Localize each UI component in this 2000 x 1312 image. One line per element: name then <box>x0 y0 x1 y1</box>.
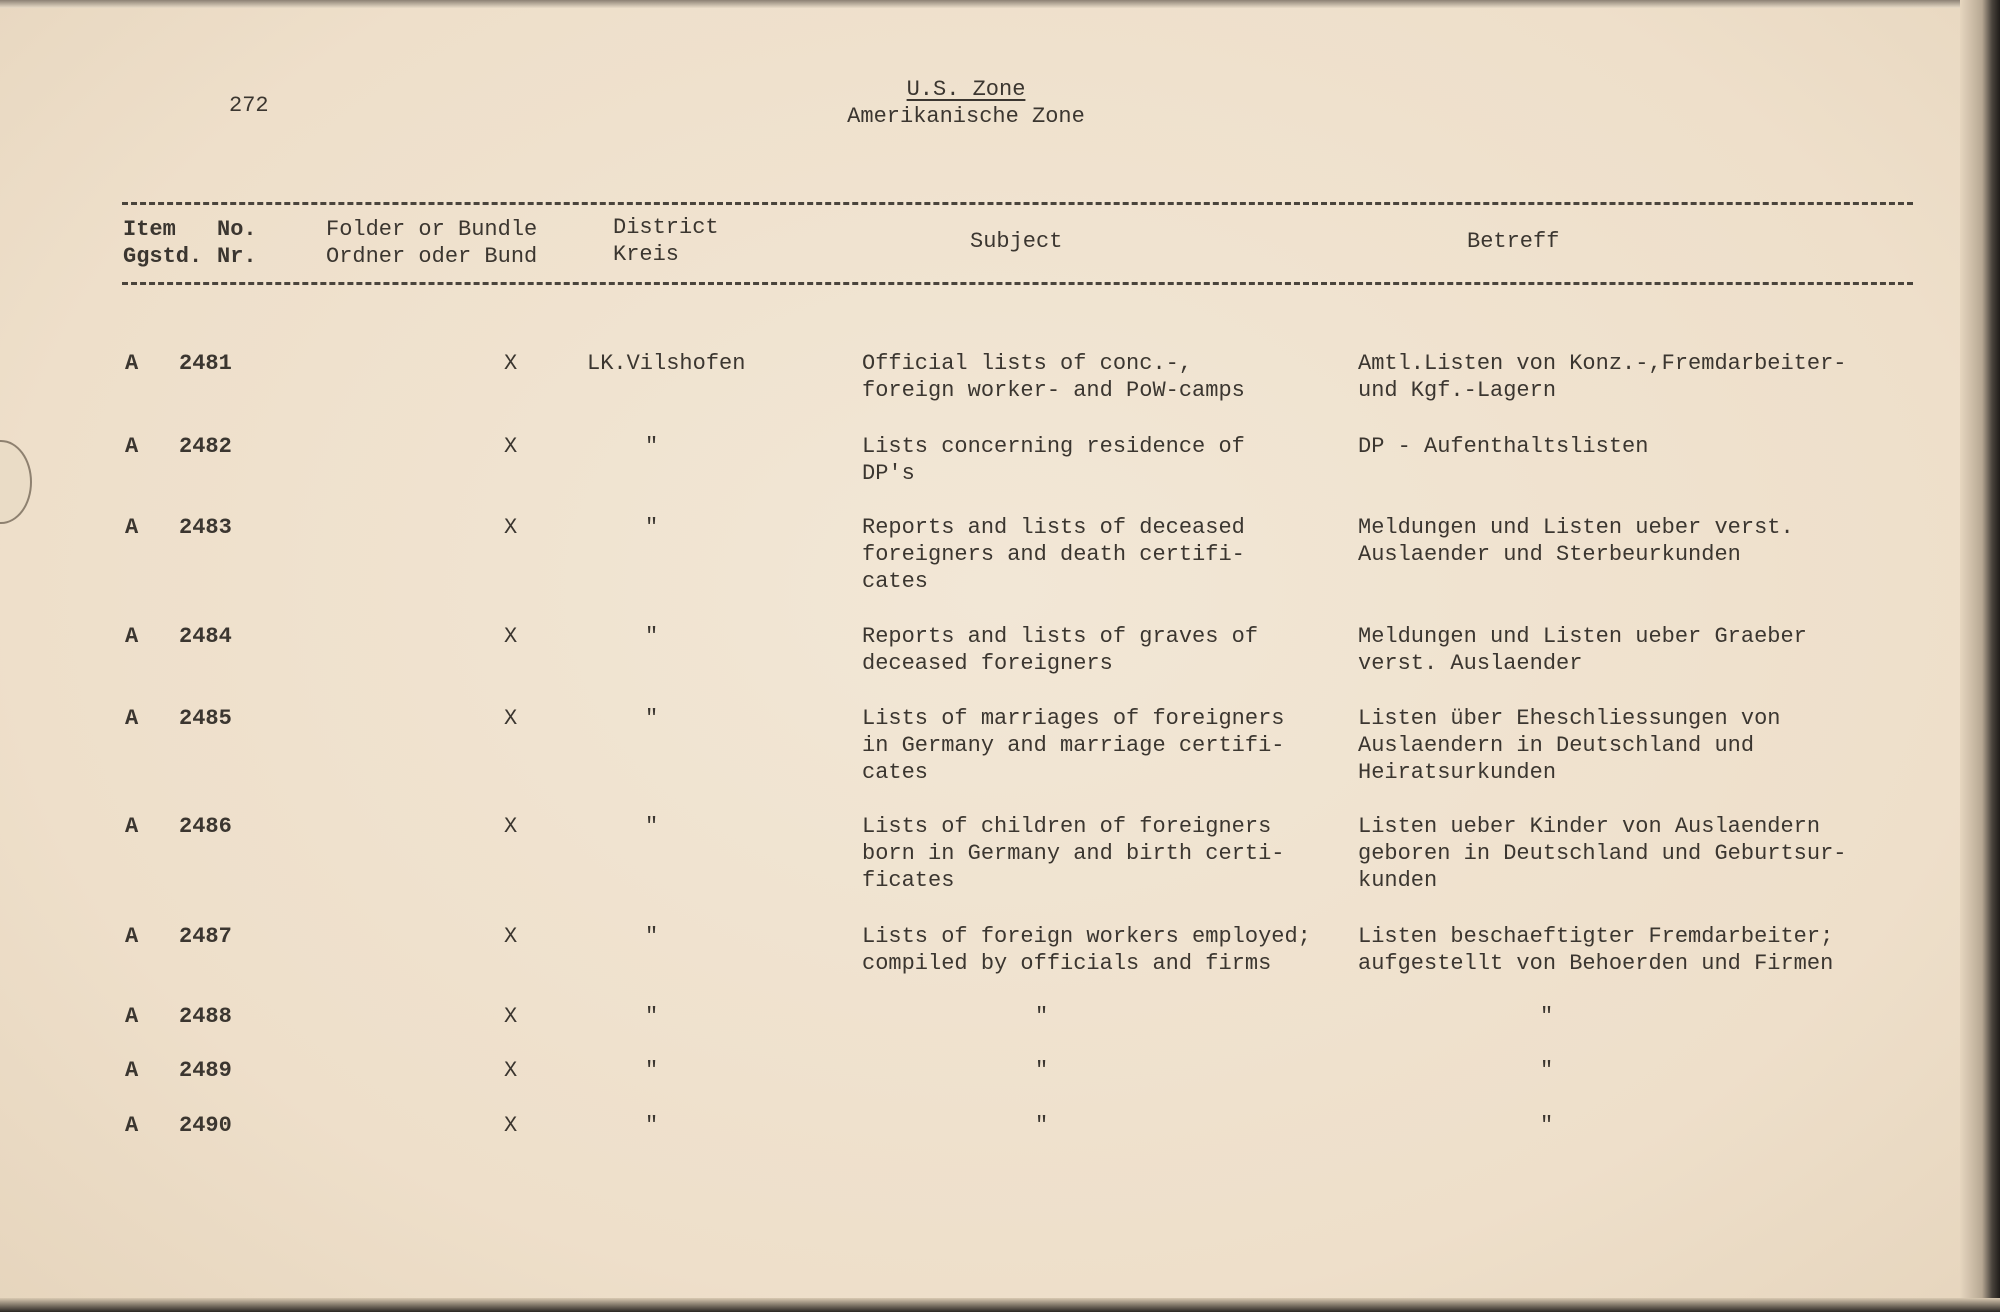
row-number: 2482 <box>179 434 232 459</box>
row-folder-mark: X <box>504 515 518 540</box>
page-bottom-edge <box>0 1298 2000 1312</box>
row-district: " <box>645 1058 659 1083</box>
row-district: " <box>645 814 659 839</box>
row-folder-mark: X <box>504 1113 518 1138</box>
row-subject: Lists of marriages of foreigners in Germany and marriage certifi- cates <box>862 706 1285 785</box>
row-subject: Lists concerning residence of DP's <box>862 434 1245 486</box>
row-subject: Reports and lists of deceased foreigners and death certifi- cates <box>862 515 1245 594</box>
row-subject: Official lists of conc.-, foreign worker- and PoW-camps <box>862 351 1245 403</box>
row-item: A <box>125 814 139 839</box>
row-folder-mark: X <box>504 814 518 839</box>
header-divider-bottom <box>122 282 1913 285</box>
row-number: 2481 <box>179 351 232 376</box>
row-betreff: Listen über Eheschliessungen von Auslaendern in Deutschland und Heiratsurkunden <box>1358 706 1781 785</box>
row-district: " <box>645 924 659 949</box>
row-number: 2483 <box>179 515 232 540</box>
page-top-edge <box>0 0 2000 8</box>
row-subject: " <box>1035 1004 1049 1029</box>
row-number: 2484 <box>179 624 232 649</box>
row-district: " <box>645 1113 659 1138</box>
row-item: A <box>125 351 139 376</box>
row-number: 2489 <box>179 1058 232 1083</box>
header-folder: Folder or Bundle Ordner oder Bund <box>326 217 538 269</box>
binder-tab <box>0 440 32 524</box>
row-folder-mark: X <box>504 351 518 376</box>
row-betreff: DP - Aufenthaltslisten <box>1358 434 1649 459</box>
row-item: A <box>125 624 139 649</box>
row-number: 2490 <box>179 1113 232 1138</box>
row-item: A <box>125 706 139 731</box>
row-item: A <box>125 924 139 949</box>
row-folder-mark: X <box>504 1058 518 1083</box>
row-betreff: Amtl.Listen von Konz.-,Fremdarbeiter- und Kgf.-Lagern <box>1358 351 1847 403</box>
row-district: " <box>645 1004 659 1029</box>
row-number: 2488 <box>179 1004 232 1029</box>
row-betreff: Listen beschaeftigter Fremdarbeiter; aufgestellt von Behoerden und Firmen <box>1358 924 1834 976</box>
header-betreff: Betreff <box>1467 229 1560 254</box>
row-subject: Lists of foreign workers employed; compiled by officials and firms <box>862 924 1311 976</box>
page-right-edge <box>1960 0 2000 1312</box>
row-subject: Reports and lists of graves of deceased foreigners <box>862 624 1259 676</box>
row-betreff: Meldungen und Listen ueber verst. Auslaender und Sterbeurkunden <box>1358 515 1794 567</box>
header-no: No. Nr. <box>217 217 257 269</box>
row-subject: " <box>1035 1113 1049 1138</box>
header-divider-top <box>122 202 1913 205</box>
row-district: " <box>645 515 659 540</box>
page-number: 272 <box>229 93 269 118</box>
header-district: District Kreis <box>613 215 719 267</box>
row-district: " <box>645 706 659 731</box>
row-folder-mark: X <box>504 706 518 731</box>
header-subject: Subject <box>970 229 1063 254</box>
row-folder-mark: X <box>504 924 518 949</box>
row-number: 2486 <box>179 814 232 839</box>
row-district: " <box>645 434 659 459</box>
row-folder-mark: X <box>504 1004 518 1029</box>
row-district: LK.Vilshofen <box>587 351 746 376</box>
row-betreff: Meldungen und Listen ueber Graeber verst. Auslaender <box>1358 624 1807 676</box>
row-item: A <box>125 434 139 459</box>
row-item: A <box>125 515 139 540</box>
row-betreff: " <box>1540 1058 1554 1083</box>
row-district: " <box>645 624 659 649</box>
row-item: A <box>125 1058 139 1083</box>
row-betreff: " <box>1540 1113 1554 1138</box>
row-subject: " <box>1035 1058 1049 1083</box>
header-item: Item Ggstd. <box>123 217 203 269</box>
page-subtitle: Amerikanische Zone <box>847 104 1085 129</box>
row-subject: Lists of children of foreigners born in Germany and birth certi- ficates <box>862 814 1285 893</box>
row-number: 2485 <box>179 706 232 731</box>
row-number: 2487 <box>179 924 232 949</box>
row-betreff: Listen ueber Kinder von Auslaendern geboren in Deutschland und Geburtsur- kunden <box>1358 814 1847 893</box>
row-folder-mark: X <box>504 624 518 649</box>
page-title: U.S. Zone <box>906 77 1026 102</box>
row-betreff: " <box>1540 1004 1554 1029</box>
row-folder-mark: X <box>504 434 518 459</box>
row-item: A <box>125 1113 139 1138</box>
row-item: A <box>125 1004 139 1029</box>
